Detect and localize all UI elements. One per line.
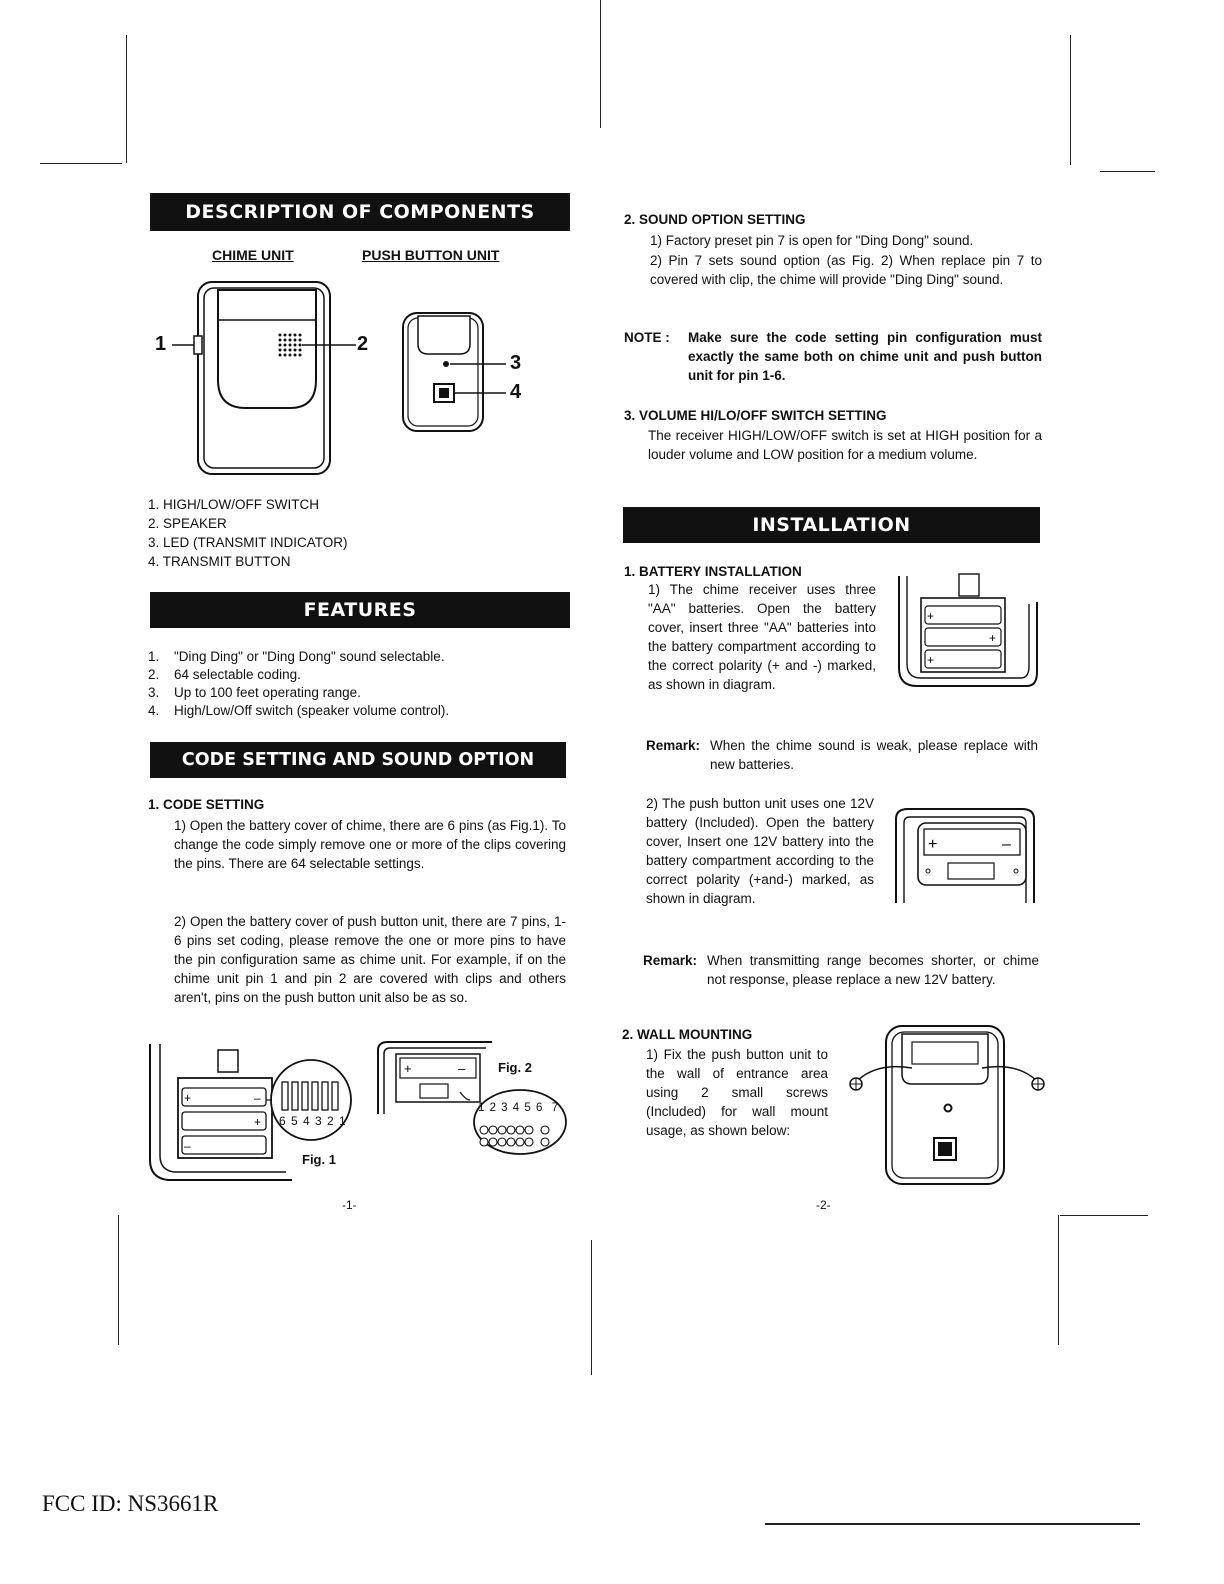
code-setting-step1: 1) Open the battery cover of chime, there are 6 pins (as Fig.1). To change the code simply remove one or more of the clips covering the pins. There are 64 selectable settings. xyxy=(174,818,566,871)
push-button-unit-label: PUSH BUTTON UNIT xyxy=(362,247,500,263)
volume-switch-title: 3. VOLUME HI/LO/OFF SWITCH SETTING xyxy=(624,408,887,423)
svg-text:+: + xyxy=(184,1091,192,1105)
svg-text:–: – xyxy=(458,1061,466,1076)
remark1-text: When the chime sound is weak, please replace with new batteries. xyxy=(710,738,1038,772)
callout-4: 4 xyxy=(510,381,522,403)
svg-text:–: – xyxy=(254,1091,261,1105)
svg-text:+: + xyxy=(928,836,938,853)
code-setting-step2: 2) Open the battery cover of push button unit, there are 7 pins, 1-6 pins set coding, please remove the one or more pins to have the pin configuration same as chime unit. For example, if on the chime unit pin 1 and pin 2 are covered with clips and others aren't, pins on the push button unit also be as so. xyxy=(174,914,566,1005)
fig1-pin-numbers: 6 5 4 3 2 1 xyxy=(279,1114,347,1128)
page-number-left: -1- xyxy=(342,1198,357,1212)
svg-text:+: + xyxy=(404,1061,412,1076)
crop-mark xyxy=(600,0,601,128)
feature-number: 3. xyxy=(148,685,160,700)
description-header: DESCRIPTION OF COMPONENTS xyxy=(150,193,570,231)
battery-installation-step2: 2) The push button unit uses one 12V battery (Included). Open the battery cover, Insert one 12V battery into the battery compartment according to the correct polarity (+and-) marked, as shown in diagram. xyxy=(646,796,874,906)
crop-mark xyxy=(40,163,122,164)
fcc-id: FCC ID: NS3661R xyxy=(42,1491,219,1516)
code-setting-title: 1. CODE SETTING xyxy=(148,797,265,812)
callout-1: 1 xyxy=(155,333,167,355)
feature-text: High/Low/Off switch (speaker volume control). xyxy=(174,703,450,718)
crop-mark xyxy=(765,1523,1140,1525)
feature-number: 1. xyxy=(148,649,160,664)
crop-mark xyxy=(1100,171,1155,172)
note-label: NOTE : xyxy=(624,330,670,345)
fig2-pin-numbers: 1 2 3 4 5 6 7 xyxy=(478,1102,560,1114)
remark1-label: Remark: xyxy=(646,738,701,753)
wall-mounting-illustration xyxy=(842,1022,1054,1190)
battery-installation-step1: 1) The chime receiver uses three "AA" batteries. Open the battery cover, insert three "AA" batteries into the battery compartment according to the correct polarity (+ and -) marked, as shown in diagram. xyxy=(648,582,876,692)
component-item: 4. TRANSMIT BUTTON xyxy=(148,554,291,569)
svg-text:–: – xyxy=(184,1139,191,1153)
callout-2: 2 xyxy=(357,333,369,355)
fig1-label: Fig. 1 xyxy=(302,1152,336,1167)
push-button-battery-illustration xyxy=(890,805,1040,905)
crop-mark xyxy=(1060,1215,1148,1216)
code-setting-header: CODE SETTING AND SOUND OPTION SETTING xyxy=(150,742,566,778)
push-button-unit-illustration xyxy=(400,310,520,435)
crop-mark xyxy=(1058,1215,1059,1345)
crop-mark xyxy=(1070,35,1071,165)
wall-mounting-step1: 1) Fix the push button unit to the wall of entrance area using 2 small screws (Included) for wall mount usage, as shown below: xyxy=(646,1047,828,1138)
svg-text:+: + xyxy=(989,631,997,645)
feature-text: "Ding Ding" or "Ding Dong" sound selectable. xyxy=(174,649,445,664)
remark2-label: Remark: xyxy=(643,953,698,968)
callout-3: 3 xyxy=(510,352,522,374)
component-item: 2. SPEAKER xyxy=(148,516,227,531)
chime-unit-illustration xyxy=(150,280,370,480)
feature-number: 2. xyxy=(148,667,160,682)
feature-text: 64 selectable coding. xyxy=(174,667,301,682)
svg-text:+: + xyxy=(927,609,935,623)
sound-option-title: 2. SOUND OPTION SETTING xyxy=(624,212,806,227)
svg-text:–: – xyxy=(1002,836,1011,853)
page-number-right: -2- xyxy=(816,1198,831,1212)
crop-mark xyxy=(591,1240,592,1375)
note-text: Make sure the code setting pin configuration must exactly the same both on chime unit and push button unit for pin 1-6. xyxy=(688,330,1042,383)
svg-text:+: + xyxy=(254,1115,262,1129)
chime-unit-label: CHIME UNIT xyxy=(212,247,294,263)
chime-battery-illustration xyxy=(895,568,1045,693)
feature-text: Up to 100 feet operating range. xyxy=(174,685,361,700)
feature-number: 4. xyxy=(148,703,160,718)
installation-header: INSTALLATION xyxy=(623,507,1040,543)
wall-mounting-title: 2. WALL MOUNTING xyxy=(622,1027,753,1042)
features-header: FEATURES xyxy=(150,592,570,628)
component-item: 1. HIGH/LOW/OFF SWITCH xyxy=(148,497,319,512)
remark2-text: When transmitting range becomes shorter, or chime not response, please replace a new 12V battery. xyxy=(707,953,1039,987)
component-item: 3. LED (TRANSMIT INDICATOR) xyxy=(148,535,348,550)
volume-switch-text: The receiver HIGH/LOW/OFF switch is set at HIGH position for a louder volume and LOW position for a medium volume. xyxy=(648,428,1042,462)
crop-mark xyxy=(118,1215,119,1345)
crop-mark xyxy=(126,35,127,163)
svg-text:+: + xyxy=(927,653,935,667)
fig2-label: Fig. 2 xyxy=(498,1060,532,1075)
sound-option-step2: 2) Pin 7 sets sound option (as Fig. 2) When replace pin 7 to covered with clip, the chime will provide "Ding Ding" sound. xyxy=(650,253,1042,287)
battery-installation-title: 1. BATTERY INSTALLATION xyxy=(624,564,802,579)
sound-option-step1: 1) Factory preset pin 7 is open for "Ding Dong" sound. xyxy=(650,233,974,248)
